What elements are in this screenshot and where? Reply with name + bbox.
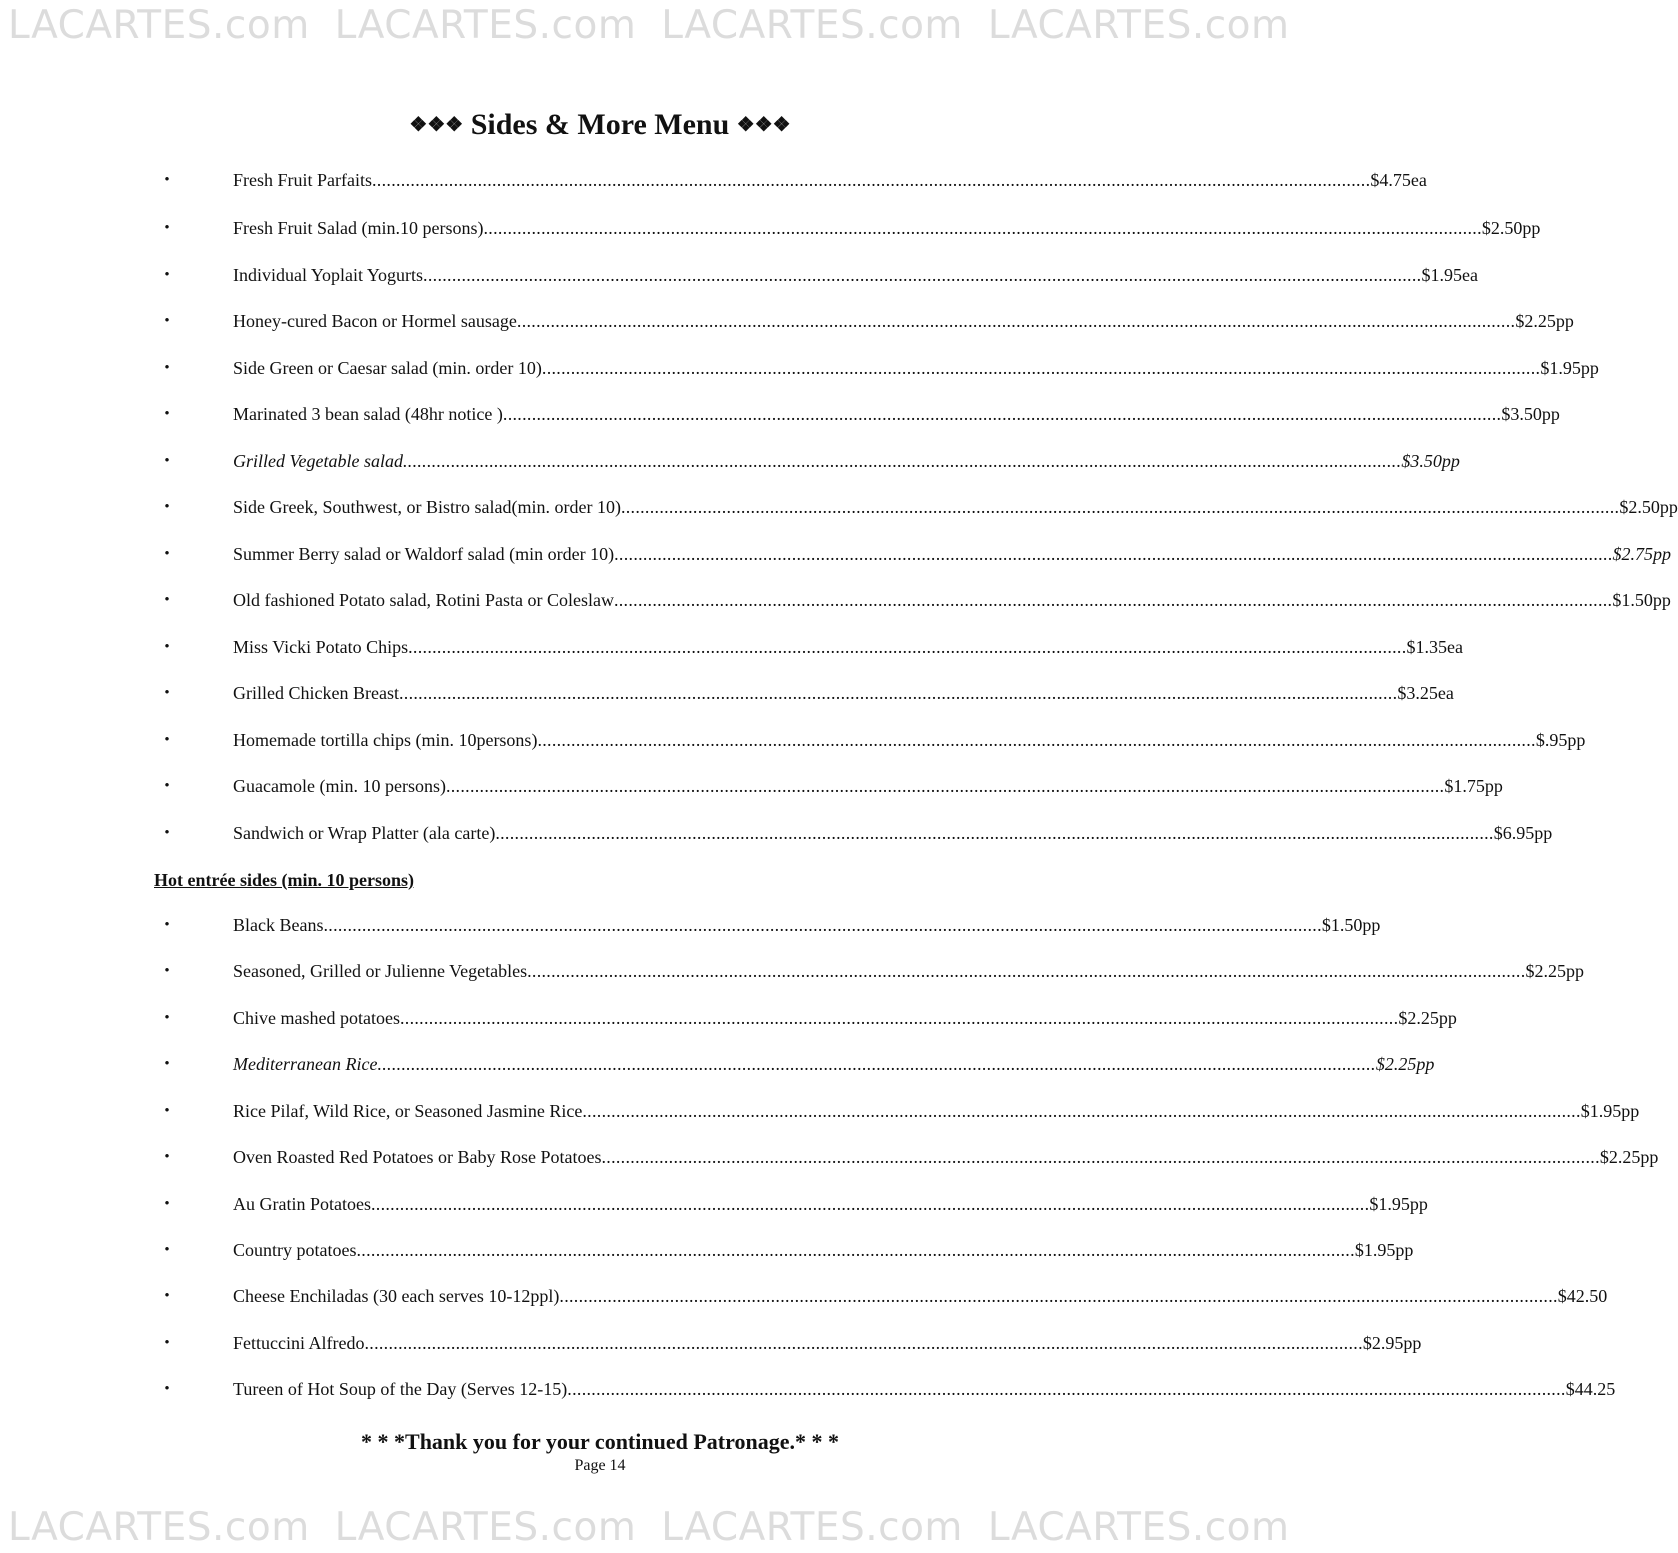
menu-item-row (233, 912, 1381, 938)
item-price: $2.95pp (1362, 1333, 1422, 1353)
item-price: $2.25pp (1398, 1008, 1457, 1028)
menu-item-row (233, 308, 1574, 334)
menu-item (0, 634, 1464, 660)
menu-item (0, 1191, 1428, 1217)
item-name: Side Greek, Southwest, or Bistro salad(min. order 10) (233, 497, 621, 517)
menu-item-row (233, 1144, 1659, 1170)
item-name: Miss Vicki Potato Chips (233, 637, 409, 657)
item-name: Individual Yoplait Yogurts (233, 265, 424, 285)
leader-dots (567, 1376, 1565, 1402)
bullet-icon: • (164, 639, 170, 655)
title-text: Sides & More Menu (470, 108, 730, 141)
menu-item (0, 773, 1503, 799)
section-heading-hot-sides: Hot entrée sides (min. 10 persons) (154, 870, 414, 890)
item-name: Au Gratin Potatoes (233, 1194, 371, 1214)
menu-item-row (233, 958, 1584, 984)
item-price: $1.95pp (1369, 1194, 1428, 1214)
leader-dots (559, 1283, 1557, 1309)
watermark-text: LACARTES.com (987, 3, 1290, 48)
item-price: $3.50pp (1401, 451, 1460, 471)
leader-dots (601, 1144, 1599, 1170)
item-price: $44.25 (1565, 1379, 1616, 1399)
leader-dots (621, 494, 1619, 520)
item-name: Side Green or Caesar salad (min. order 10) (233, 358, 542, 378)
menu-item (0, 1005, 1457, 1031)
bullet-icon: • (164, 732, 170, 748)
menu-item (0, 355, 1599, 381)
menu-item-row (233, 215, 1541, 241)
menu-item-row (233, 1098, 1640, 1124)
item-price: $2.25pp (1515, 311, 1574, 331)
item-name: Rice Pilaf, Wild Rice, or Seasoned Jasmine Rice (233, 1101, 583, 1121)
menu-item-row (233, 401, 1560, 427)
item-name: Tureen of Hot Soup of the Day (Serves 12-15) (233, 1379, 568, 1399)
item-name: Cheese Enchiladas (30 each serves 10-12ppl) (233, 1286, 560, 1306)
item-price: $2.50pp (1481, 218, 1541, 238)
item-name: Fresh Fruit Parfaits (233, 170, 372, 190)
menu-item-row (233, 262, 1478, 288)
bullet-icon: • (164, 1288, 170, 1304)
item-price: $1.95pp (1540, 358, 1599, 378)
item-price: $42.50 (1557, 1286, 1608, 1306)
leader-dots (542, 355, 1540, 381)
menu-item-row (233, 448, 1460, 474)
item-price: $1.50pp (1612, 590, 1671, 610)
menu-item-row (233, 727, 1586, 753)
leader-dots (483, 215, 1481, 241)
leader-dots (614, 587, 1612, 613)
menu-item-row (233, 355, 1599, 381)
leader-dots (582, 1098, 1580, 1124)
item-name: Fettuccini Alfredo (233, 1333, 365, 1353)
item-name: Guacamole (min. 10 persons) (233, 776, 446, 796)
watermark-text: LACARTES.com (987, 1505, 1290, 1550)
bullet-icon: • (164, 685, 170, 701)
leader-dots (403, 448, 1401, 474)
bullet-icon: • (164, 1196, 170, 1212)
item-name: Marinated 3 bean salad (48hr notice ) (233, 404, 503, 424)
item-name: Oven Roasted Red Potatoes or Baby Rose Potatoes (233, 1147, 602, 1167)
leader-dots (495, 820, 1493, 846)
leader-dots (323, 912, 1321, 938)
leader-dots (399, 680, 1397, 706)
menu-item (0, 448, 1460, 474)
menu-item-row (233, 1283, 1608, 1309)
menu-item (0, 401, 1560, 427)
bullet-icon: • (164, 1335, 170, 1351)
bullet-icon: • (164, 592, 170, 608)
item-price: $4.75ea (1370, 170, 1427, 190)
menu-item-row (233, 1237, 1414, 1263)
menu-item-row (233, 773, 1503, 799)
bullet-icon: • (164, 406, 170, 422)
leader-dots (364, 1330, 1362, 1356)
menu-item (0, 958, 1584, 984)
bullet-icon: • (164, 267, 170, 283)
menu-item-row (233, 1051, 1435, 1077)
item-name: Honey-cured Bacon or Hormel sausage (233, 311, 517, 331)
item-name: Sandwich or Wrap Platter (ala carte) (233, 823, 496, 843)
menu-item-row (233, 1005, 1457, 1031)
item-price: $2.25pp (1599, 1147, 1659, 1167)
menu-item (0, 1283, 1608, 1309)
leader-dots (446, 773, 1444, 799)
menu-item-row (233, 1191, 1428, 1217)
leader-dots (537, 727, 1535, 753)
menu-item (0, 587, 1671, 613)
menu-item (0, 215, 1541, 241)
item-name: Black Beans (233, 915, 324, 935)
item-name: Old fashioned Potato salad, Rotini Pasta or Coleslaw (233, 590, 614, 610)
item-price: $1.35ea (1406, 637, 1464, 657)
watermark-text: LACARTES.com (8, 1505, 310, 1550)
menu-item-row (233, 820, 1553, 846)
bullet-icon: • (164, 1010, 170, 1026)
menu-item-row (233, 494, 1678, 520)
item-price: $2.25pp (1375, 1054, 1435, 1074)
menu-item (0, 912, 1381, 938)
bullet-icon: • (164, 313, 170, 329)
item-price: $6.95pp (1493, 823, 1553, 843)
item-price: $1.95ea (1421, 265, 1478, 285)
item-price: $2.50pp (1619, 497, 1678, 517)
menu-item (0, 1330, 1422, 1356)
item-name: Grilled Vegetable salad (233, 451, 403, 471)
menu-item (0, 1144, 1659, 1170)
bullet-icon: • (164, 778, 170, 794)
menu-item-row (233, 634, 1464, 660)
ornament-right-icon: ❖❖❖ (736, 114, 791, 136)
item-price: $3.25ea (1397, 683, 1454, 703)
leader-dots (371, 1191, 1369, 1217)
menu-item (0, 1051, 1435, 1077)
menu-item (0, 820, 1553, 846)
leader-dots (614, 541, 1612, 567)
leader-dots (372, 167, 1370, 193)
leader-dots (400, 1005, 1398, 1031)
menu-item (0, 494, 1678, 520)
item-price: $1.75pp (1444, 776, 1503, 796)
item-name: Country potatoes (233, 1240, 357, 1260)
thank-you-message: * * *Thank you for your continued Patronage.* * * (361, 1429, 839, 1454)
bullet-icon: • (164, 1149, 170, 1165)
leader-dots (408, 634, 1406, 660)
bullet-icon: • (164, 1381, 170, 1397)
menu-item (0, 1098, 1640, 1124)
item-price: $2.75pp (1612, 544, 1672, 564)
watermark-top (0, 3, 1290, 48)
menu-item-row (233, 587, 1671, 613)
item-price: $.95pp (1535, 730, 1586, 750)
leader-dots (517, 308, 1515, 334)
menu-item (0, 1237, 1414, 1263)
watermark-text: LACARTES.com (661, 1505, 963, 1550)
menu-item (0, 680, 1454, 706)
watermark-bottom (0, 1505, 1290, 1550)
ornament-left-icon: ❖❖❖ (409, 114, 464, 136)
item-name: Homemade tortilla chips (min. 10persons) (233, 730, 538, 750)
item-name: Grilled Chicken Breast (233, 683, 399, 703)
menu-item-row (233, 680, 1454, 706)
leader-dots (503, 401, 1501, 427)
bullet-icon: • (164, 917, 170, 933)
menu-item (0, 1376, 1616, 1402)
watermark-text: LACARTES.com (8, 3, 310, 48)
item-price: $1.95pp (1580, 1101, 1640, 1121)
menu-item (0, 262, 1478, 288)
watermark-text: LACARTES.com (334, 1505, 637, 1550)
menu-item-row (233, 167, 1427, 193)
leader-dots (423, 262, 1421, 288)
menu-item (0, 308, 1574, 334)
bullet-icon: • (164, 963, 170, 979)
item-name: Summer Berry salad or Waldorf salad (min order 10) (233, 544, 615, 564)
watermark-text: LACARTES.com (334, 3, 637, 48)
item-price: $3.50pp (1501, 404, 1560, 424)
item-name: Fresh Fruit Salad (min.10 persons) (233, 218, 484, 238)
item-name: Chive mashed potatoes (233, 1008, 400, 1028)
menu-item (0, 541, 1672, 567)
menu-item-row (233, 1330, 1422, 1356)
bullet-icon: • (164, 1056, 170, 1072)
menu-item-row (233, 1376, 1616, 1402)
leader-dots (377, 1051, 1375, 1077)
bullet-icon: • (164, 1103, 170, 1119)
watermark-text: LACARTES.com (661, 3, 963, 48)
bullet-icon: • (164, 546, 170, 562)
page-number: Page 14 (574, 1457, 626, 1474)
bullet-icon: • (164, 1242, 170, 1258)
leader-dots (357, 1237, 1355, 1263)
menu-item-row (233, 541, 1672, 567)
menu-item (0, 727, 1586, 753)
item-name: Mediterranean Rice (233, 1054, 378, 1074)
bullet-icon: • (164, 499, 170, 515)
item-name: Seasoned, Grilled or Julienne Vegetables (233, 961, 528, 981)
item-price: $2.25pp (1525, 961, 1584, 981)
bullet-icon: • (164, 360, 170, 376)
item-price: $1.95pp (1354, 1240, 1414, 1260)
menu-item (0, 167, 1427, 193)
item-price: $1.50pp (1321, 915, 1381, 935)
page-title (0, 105, 1200, 145)
bullet-icon: • (164, 172, 170, 188)
bullet-icon: • (164, 453, 170, 469)
bullet-icon: • (164, 825, 170, 841)
bullet-icon: • (164, 220, 170, 236)
leader-dots (527, 958, 1525, 984)
